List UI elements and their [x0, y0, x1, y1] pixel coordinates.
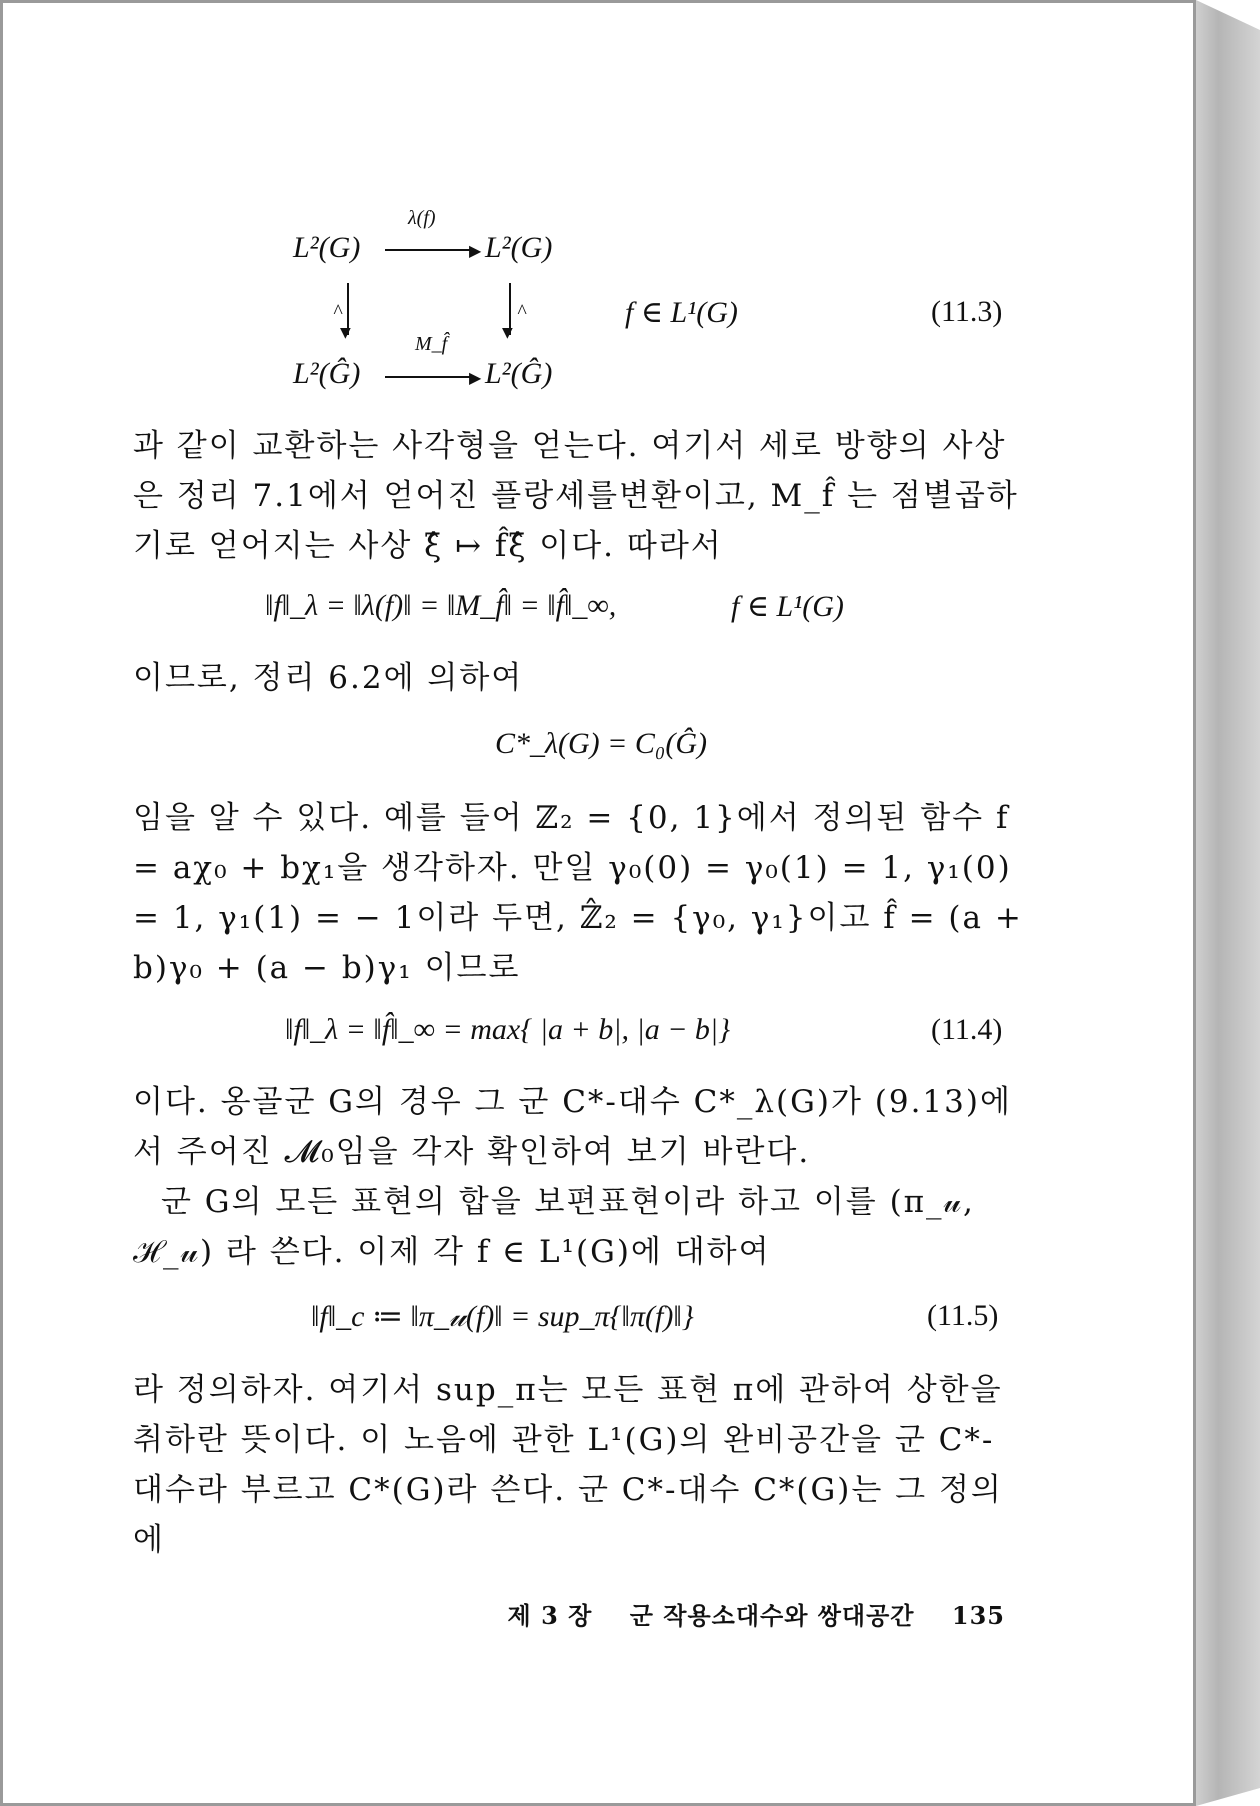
diagram-top-right: L²(G)	[485, 231, 553, 264]
equation-max: ‖f‖_λ = ‖f̂‖_∞ = max{ |a + b|, |a − b|}	[285, 1013, 731, 1046]
bottom-arrow-head-icon: ▶	[469, 368, 482, 387]
equation-number-11-3: (11.3)	[931, 295, 1003, 328]
page-edge-bottom-corner	[1196, 1788, 1260, 1806]
diagram-top-left: L²(G)	[293, 231, 361, 264]
page-edge-shadow	[1196, 0, 1260, 1806]
diagram-condition: f ∈ L¹(G)	[625, 296, 738, 329]
equation-norm-condition: f ∈ L¹(G)	[731, 590, 844, 623]
equation-number-11-4: (11.4)	[931, 1013, 1003, 1046]
equation-number-11-5: (11.5)	[927, 1299, 999, 1332]
footer-chapter-title: 군 작용소대수와 쌍대공간	[629, 1601, 915, 1630]
bottom-arrow-label: M_f̂	[415, 333, 448, 355]
left-arrow-head-icon: ▼	[340, 325, 351, 341]
paragraph-universal-representation: 군 G의 모든 표현의 합을 보편표현이라 하고 이를 (π_𝓊, ℋ_𝓊) 라 쓴다. 이제 각 f ∈ L¹(G)에 대하여	[133, 1184, 975, 1270]
top-arrow-label: λ(f)	[408, 207, 436, 229]
right-arrow-label: ^	[517, 301, 526, 323]
diagram-bottom-right: L²(Ĝ)	[485, 357, 553, 390]
left-arrow-label: ^	[333, 301, 342, 323]
paragraph-commuting-square: 과 같이 교환하는 사각형을 얻는다. 여기서 세로 방향의 사상은 정리 7.1에서 얻어진 플랑셰를변환이고, M_f̂ 는 점별곱하기로 얻어지는 사상 ξ̂ ↦ f̂ξ̂ 이다. 따라서	[133, 428, 1019, 564]
top-arrow-head-icon: ▶	[469, 241, 482, 260]
top-arrow	[385, 249, 473, 251]
equation-c-star-lambda: C*_λ(G) = C₀(Ĝ)	[495, 727, 707, 760]
paragraph-by-theorem: 이므로, 정리 6.2에 의하여	[133, 660, 524, 696]
paragraph-group-c-star-algebra: 라 정의하자. 여기서 sup_π는 모든 표현 π에 관하여 상한을 취하란 뜻이다. 이 노음에 관한 L¹(G)의 완비공간을 군 C*-대수라 부르고 C*(G)라 쓴다. 군 C*-대수 C*(G)는 그 정의에	[133, 1372, 1003, 1558]
equation-norm-lambda: ‖f‖_λ = ‖λ(f)‖ = ‖M_f̂‖ = ‖f̂‖_∞,	[265, 589, 617, 622]
page-number: 135	[951, 1601, 1005, 1630]
diagram-bottom-left: L²(Ĝ)	[293, 357, 361, 390]
paragraph-z2-example: 임을 알 수 있다. 예를 들어 ℤ₂ = {0, 1}에서 정의된 함수 f = aχ₀ + bχ₁을 생각하자. 만일 γ₀(0) = γ₀(1) = 1, γ₁(0) = 1, γ₁(1) = − 1이라 두면, ℤ̂₂ = {γ₀, γ₁}이고 f̂ = (a + b)γ₀ + (a − b)γ₁ 이므로	[133, 800, 1023, 986]
footer-chapter: 제 3 장	[507, 1601, 593, 1630]
right-arrow-head-icon: ▼	[502, 325, 513, 341]
page-footer	[508, 1596, 1005, 1631]
page-edge-top-corner	[1196, 0, 1260, 30]
bottom-arrow	[385, 376, 473, 378]
paragraph-compact-group: 이다. 옹골군 G의 경우 그 군 C*-대수 C*_λ(G)가 (9.13)에서 주어진 𝓜₀임을 각자 확인하여 보기 바란다.	[133, 1084, 1012, 1170]
equation-sup: ‖f‖_c ≔ ‖π_𝓊(f)‖ = sup_π{‖π(f)‖}	[311, 1300, 694, 1333]
